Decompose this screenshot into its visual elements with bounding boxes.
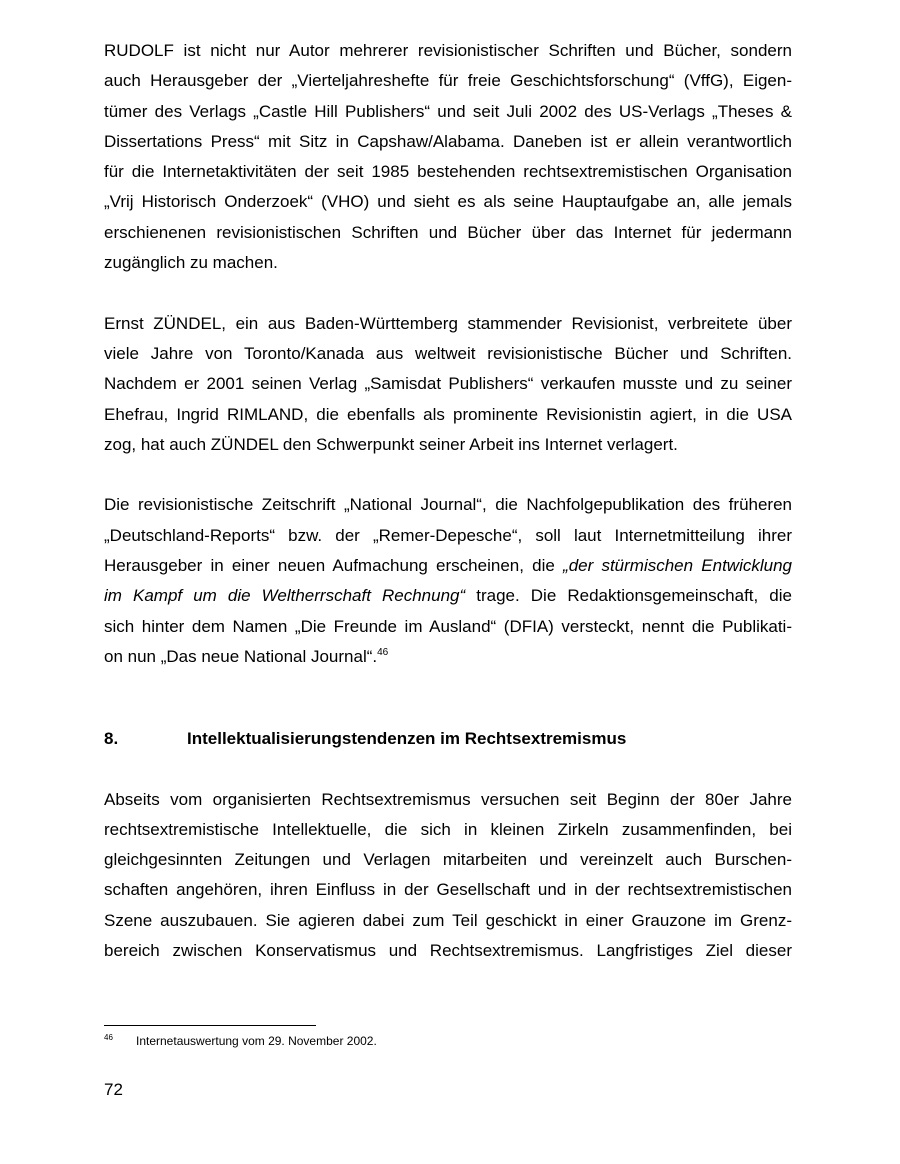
footnote-separator	[104, 1025, 316, 1026]
text-line: tümer des Verlags „Castle Hill Publishers“ und seit Juli 2002 des US-Verlags „Theses &	[104, 101, 792, 121]
text-line: „Deutschland-Reports“ bzw. der „Remer-Depesche“, soll laut Internetmitteilung ihrer	[104, 525, 792, 545]
paragraph-intellektuelle	[104, 785, 792, 967]
text-line: erschienenen revisionistischen Schriften und Bücher über das Internet für jedermann	[104, 222, 792, 242]
text-line: rechtsextremistische Intellektuelle, die sich in kleinen Zirkeln zusammenfinden, bei	[104, 819, 792, 839]
text-line	[104, 642, 792, 672]
paragraph-national-journal	[104, 490, 792, 672]
section-number: 8.	[104, 729, 119, 749]
footnote-reference[interactable]: 46	[377, 646, 389, 658]
text-line: RUDOLF ist nicht nur Autor mehrerer revisionistischer Schriften und Bücher, sondern	[104, 41, 792, 60]
footnote-number: 46	[104, 1033, 113, 1042]
paragraph-zuendel	[104, 309, 792, 460]
text-line: Nachdem er 2001 seinen Verlag „Samisdat Publishers“ verkaufen musste und zu seiner	[104, 374, 792, 394]
text-segment: on nun „Das neue National Journal“.	[104, 646, 378, 666]
text-line: „Vrij Historisch Onderzoek“ (VHO) und sieht es als seine Hauptaufgabe an, alle jemals	[104, 192, 792, 212]
text-line	[104, 581, 792, 611]
text-line: Szene auszubauen. Sie agieren dabei zum Teil geschickt in einer Grauzone im Grenz-	[104, 910, 792, 930]
text-line: sich hinter dem Namen „Die Freunde im Ausland“ (DFIA) versteckt, nennt die Publikati-	[104, 616, 792, 636]
page-number: 72	[104, 1080, 123, 1099]
text-line: Ernst ZÜNDEL, ein aus Baden-Württemberg stammender Revisionist, verbreitete über	[104, 313, 792, 333]
text-line: schaften angehören, ihren Einfluss in der Gesellschaft und in der rechtsextremistischen	[104, 880, 792, 900]
italic-quote: im Kampf um die Weltherrschaft Rechnung“	[104, 586, 466, 606]
footnote	[104, 1033, 377, 1049]
text-segment: trage. Die Redaktionsgemeinschaft, die	[465, 586, 792, 606]
main-text	[104, 36, 792, 997]
text-line: gleichgesinnten Zeitungen und Verlagen mitarbeiten und vereinzelt auch Burschen-	[104, 850, 792, 870]
text-line: Abseits vom organisierten Rechtsextremismus versuchen seit Beginn der 80er Jahre	[104, 789, 792, 809]
text-line: bereich zwischen Konservatismus und Rechtsextremismus. Langfristiges Ziel dieser	[104, 941, 792, 961]
text-line: für die Internetaktivitäten der seit 1985 bestehenden rechtsextremistischen Organisation	[104, 162, 792, 182]
paragraph-rudolf	[104, 36, 792, 278]
text-line: Die revisionistische Zeitschrift „National Journal“, die Nachfolgepublikation des früheren	[104, 495, 792, 515]
italic-quote: „der stürmischen Entwicklung	[563, 556, 792, 576]
footnote-text: Internetauswertung vom 29. November 2002.	[136, 1034, 377, 1048]
text-line: auch Herausgeber der „Vierteljahreshefte für freie Geschichtsforschung“ (VffG), Eigen-	[104, 71, 792, 91]
text-line: zugänglich zu machen.	[104, 253, 278, 273]
text-line: zog, hat auch ZÜNDEL den Schwerpunkt seiner Arbeit ins Internet verlagert.	[104, 434, 678, 454]
text-line: viele Jahre von Toronto/Kanada aus weltweit revisionistische Bücher und Schriften.	[104, 343, 792, 363]
text-line: Dissertations Press“ mit Sitz in Capshaw/Alabama. Daneben ist er allein verantwortlich	[104, 131, 792, 151]
text-segment: Herausgeber in einer neuen Aufmachung erscheinen, die	[104, 556, 564, 576]
section-title: Intellektualisierungstendenzen im Rechtsextremismus	[187, 729, 627, 749]
text-line: Ehefrau, Ingrid RIMLAND, die ebenfalls als prominente Revisionistin agiert, in die USA	[104, 404, 792, 424]
section-heading	[104, 724, 792, 754]
text-line	[104, 551, 792, 581]
